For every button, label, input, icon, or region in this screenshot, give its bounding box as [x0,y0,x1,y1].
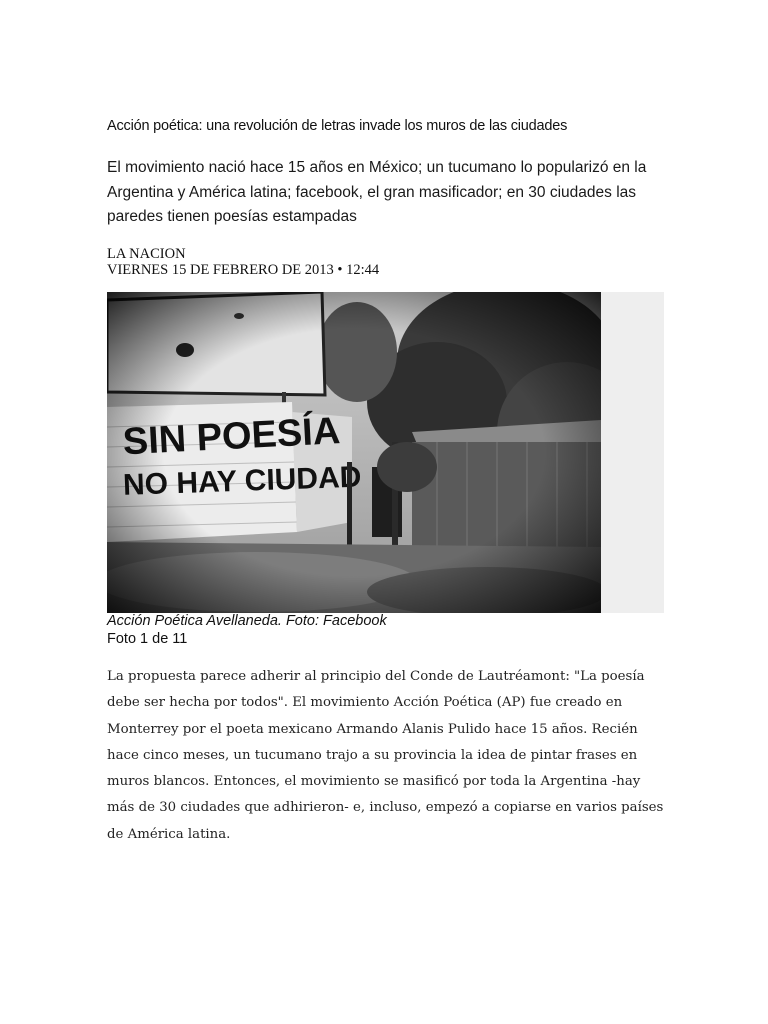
source-name: LA NACION [107,246,186,262]
photo-illustration [107,292,601,613]
article-byline [107,246,379,278]
article-body: La propuesta parece adherir al principio del Conde de Lautréamont: "La poesía debe ser hecha por todos". El movimiento Acción Poética (AP) fue creado en Monterrey por el poeta mexicano Armando Alanis Pulido hace 15 años. Recién hace cinco meses, un tucumano trajo a su provincia la idea de pintar frases en muros blancos. Entonces, el movimiento se masificó por toda la Argentina -hay más de 30 ciudades que adhirieron- e, incluso, empezó a copiarse en varios países de América latina. [107,669,664,842]
photo-caption: Acción Poética Avellaneda. Foto: Facebook [107,613,387,629]
article-dateline: VIERNES 15 DE FEBRERO DE 2013 • 12:44 [107,262,380,278]
article-subheadline: El movimiento nació hace 15 años en México; un tucumano lo popularizó en la Argentina y América latina; facebook, el gran masificador; en 30 ciudades las paredes tienen poesías estampadas [107,159,647,225]
article-headline: Acción poética: una revolución de letras invade los muros de las ciudades [107,118,568,134]
gallery-photo[interactable] [107,292,601,613]
photo-counter: Foto 1 de 11 [107,631,188,647]
photo-gallery-frame[interactable] [107,292,664,613]
